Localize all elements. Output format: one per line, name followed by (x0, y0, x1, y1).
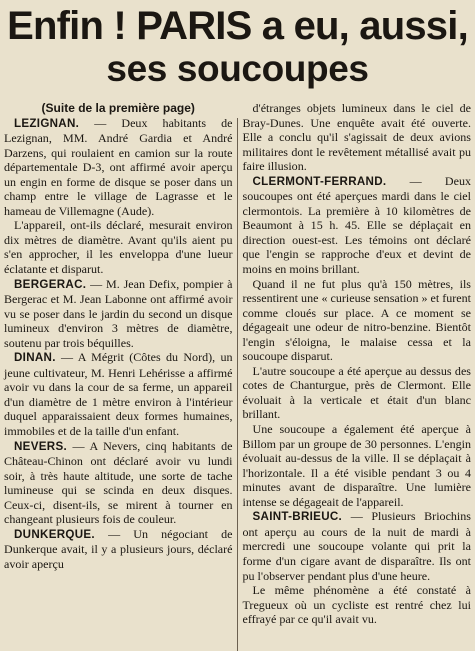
paragraph (4, 277, 233, 351)
paragraph (243, 364, 472, 422)
paragraph (4, 218, 233, 276)
paragraph-text: — A Mégrit (Côtes du Nord), un jeune cultivateur, M. Henri Lehérisse a affirmé avoir vu dans la cour de sa ferme, un appareil d'un diamètre de 1 mètre environ à l'intérieur duquel apparaissaient deux formes humaines, immobiles et de la taille d'un enfant. (4, 350, 233, 439)
paragraph-text: — Deux habitants de Lezignan, MM. André Gardia et André Darzens, qui roulaient en camion sur la route départementale D-3, ont affirmé avoir aperçu un engin en forme de disque se poser dans un champ entre le village de Lagrasse et le hameau de Villemagne (Aude). (4, 115, 233, 218)
paragraph-text: Le même phénomène a été constaté à Tregueux où un cycliste est rentré chez lui effrayé par ce qu'il avait vu. (242, 583, 471, 627)
right-paragraphs (243, 101, 472, 627)
paragraph (4, 527, 233, 572)
paragraph (243, 277, 472, 364)
dateline: DINAN. (14, 351, 56, 365)
paragraph-text: Une soucoupe a également été aperçue à Billom par un groupe de 30 personnes. L'engin évoluait au-dessus de la ville. Il se déplaçait à l'horizontale. Il a été visible pendant 3 ou 4 minutes avant de disparaître. Une lumière intense se dégageait de l'appareil. (242, 422, 471, 509)
paragraph (4, 439, 233, 527)
dateline: CLERMONT-FERRAND. (252, 174, 387, 188)
column-divider (237, 118, 238, 651)
dateline: DUNKERQUE. (14, 527, 95, 541)
paragraph (243, 101, 472, 174)
paragraph-text: L'appareil, ont-ils déclaré, mesurait environ dix mètres de diamètre. Avant qu'ils aient pu s'en approcher, il les enveloppa d'une lueur éclatante et disparut. (4, 218, 233, 277)
headline-line-2: ses soucoupes (106, 48, 369, 89)
headline-line-1: Enfin ! PARIS a eu, aussi, (7, 4, 468, 48)
paragraph-text: L'autre soucoupe a été aperçue au dessus des cotes de Chanturgue, près de Clermont. Elle évoluait à la verticale et était d'un blanc brillant. (242, 363, 471, 422)
paragraph-text: — Un négociant de Dunkerque avait, il y a plusieurs jours, déclaré avoir aperçu (4, 526, 233, 571)
dateline: NEVERS. (14, 439, 67, 453)
paragraph (4, 350, 233, 438)
paragraph (243, 583, 472, 627)
dateline: LEZIGNAN. (14, 116, 80, 130)
dateline: BERGERAC. (14, 277, 87, 291)
paragraph (243, 422, 472, 509)
dateline: SAINT-BRIEUC. (252, 510, 343, 524)
paragraph (243, 509, 472, 583)
paragraph (4, 116, 233, 219)
paragraph (243, 174, 472, 277)
left-column (4, 101, 233, 627)
paragraph-text: — M. Jean Defix, pompier à Bergerac et M. Jean Labonne ont affirmé avoir vu se poser dans le jardin du second un disque lumineux d'environ 3 mètres de diamètre, soutenu par trois béquilles. (4, 276, 233, 350)
paragraph-text: — Deux soucoupes ont été aperçues mardi dans le ciel clermontois. La première à 10 kilomètres de Beaumont à 15 h. 45. Elle se déplaçait en direction ouest-est. Les témoins ont déclaré que l'engin se rapproche d'eux et devint de moins en moins brillant. (242, 173, 471, 277)
right-column (243, 101, 472, 627)
paragraph-text: d'étranges objets lumineux dans le ciel de Bray-Dunes. Une enquête avait été ouverte. Elle a conclu qu'il s'agissait de deux avions militaires dont le revêtement métallisé avait pu faire illusion. (242, 101, 471, 174)
paragraph-text: — A Nevers, cinq habitants de Château-Chinon ont déclaré avoir vu lundi soir, à très haute altitude, une sorte de tache lumineuse qui se scinda en deux disques. Ceux-ci, disent-ils, se mirent à tourner en changeant plusieurs fois de couleur. (4, 438, 233, 527)
paragraph-text: Quand il ne fut plus qu'à 150 mètres, ils ressentirent une « curieuse sensation » et furent comme cloués sur place. A ce moment se dégageait une odeur de nitro-benzine. Bientôt l'engin s'éloigna, le malaise cessa et la soucoupe disparut. (242, 276, 471, 364)
continued-note: (Suite de la première page) (41, 101, 195, 115)
paragraph-text: — Plusieurs Briochins ont aperçu au cours de la nuit de mardi à mercredi une soucoupe volante qui prit la forme d'un cigare avant de disparaître. Ils ont pu l'observer pendant plus d'une heure. (242, 509, 471, 583)
left-paragraphs (4, 116, 233, 572)
